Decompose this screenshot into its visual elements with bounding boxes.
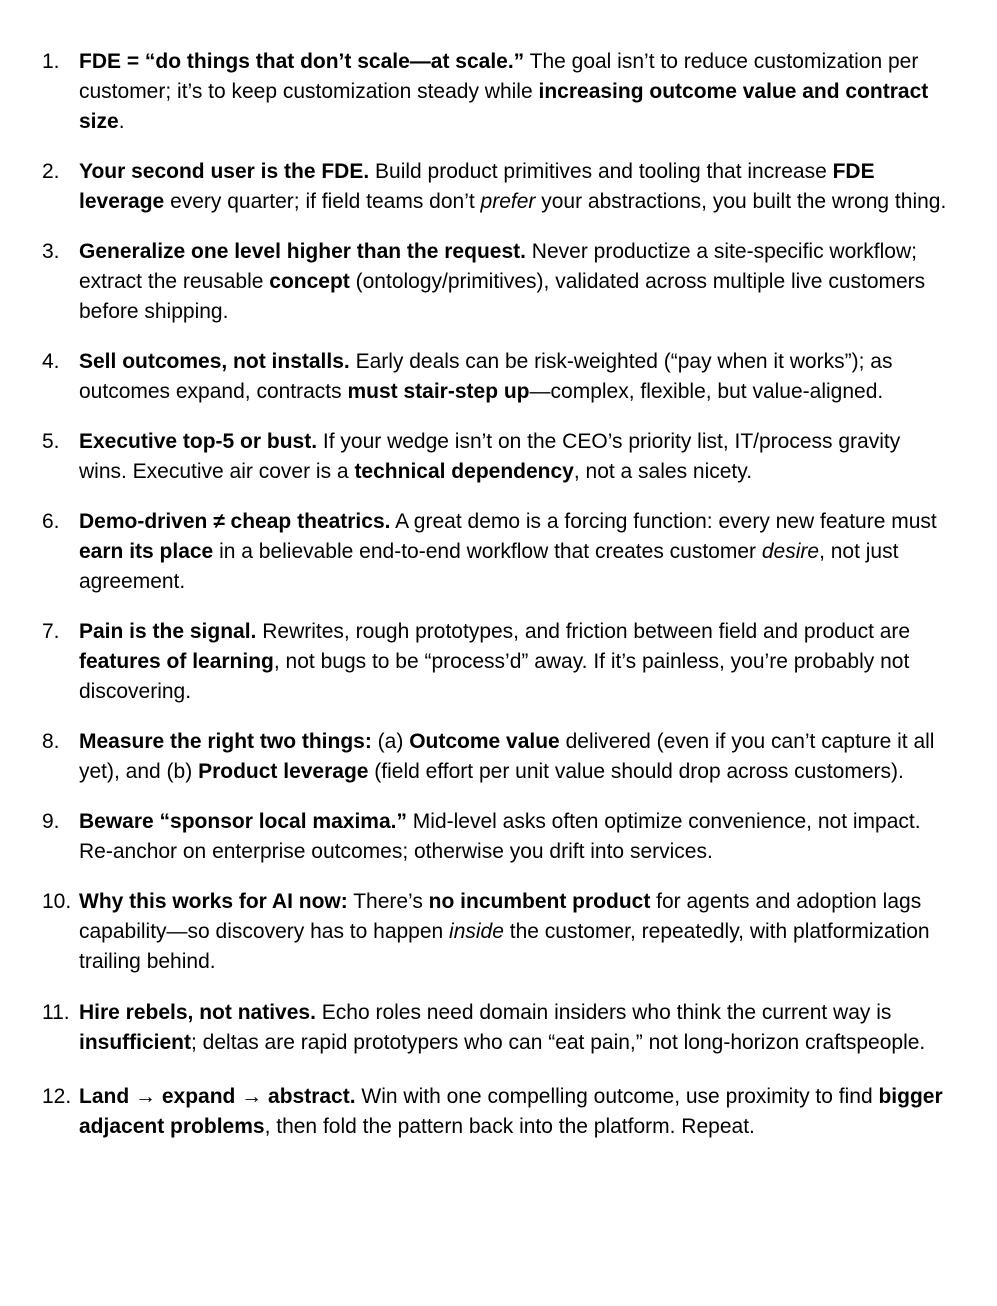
list-item	[0, 47, 997, 137]
item-text	[79, 50, 928, 133]
item-heading: Beware “sponsor local maxima.”	[79, 810, 407, 833]
item-number: 2.	[42, 160, 60, 183]
text-run: in a believable end-to-end workflow that creates customer	[213, 540, 762, 563]
text-run: the customer, repeatedly, with platformization trailing behind.	[79, 920, 930, 973]
item-number: 11.	[42, 1001, 70, 1024]
list-item	[0, 237, 997, 327]
text-run: , not just agreement.	[79, 540, 899, 593]
item-number: 1.	[42, 50, 60, 73]
text-run: Echo roles need domain insiders who think the current way is	[315, 1001, 892, 1024]
emphasis-bold: technical dependency	[354, 460, 574, 483]
text-run: —complex, flexible, but value-aligned.	[529, 380, 884, 403]
item-heading: Generalize one level higher than the request.	[79, 240, 526, 263]
item-number: 12.	[42, 1085, 72, 1108]
item-number: 5.	[42, 430, 60, 453]
item-heading: Sell outcomes, not installs.	[79, 350, 350, 373]
emphasis-italic: inside	[449, 920, 504, 943]
text-run: Rewrites, rough prototypes, and friction between field and product are	[256, 620, 911, 643]
item-number: 3.	[42, 240, 60, 263]
item-heading: Executive top-5 or bust.	[79, 430, 318, 453]
emphasis-bold: must stair-step up	[347, 380, 530, 403]
item-text	[79, 160, 946, 213]
list-item	[0, 807, 997, 867]
list-item	[0, 1082, 997, 1142]
emphasis-bold: no incumbent product	[428, 890, 651, 913]
text-run: Build product primitives and tooling that increase	[369, 160, 833, 183]
text-run: Win with one compelling outcome, use proximity to find	[355, 1085, 879, 1108]
text-run: (ontology/primitives), validated across multiple live customers before shipping.	[79, 270, 926, 323]
text-run: .	[118, 110, 125, 133]
item-text	[79, 810, 921, 863]
item-text	[79, 510, 937, 593]
text-run: your abstractions, you built the wrong thing.	[535, 190, 947, 213]
text-run: delivered (even if you can’t capture it all yet), and (b)	[79, 730, 935, 783]
emphasis-bold: earn its place	[79, 540, 214, 563]
text-run: The goal isn’t to reduce customization per customer; it’s to keep customization steady while	[79, 50, 919, 103]
text-run: Never productize a site-specific workflow; extract the reusable	[79, 240, 917, 293]
item-text	[79, 890, 930, 973]
item-heading: Pain is the signal.	[79, 620, 257, 643]
emphasis-bold: increasing outcome value and contract size	[79, 80, 929, 133]
list-item	[0, 887, 997, 977]
text-run: There’s	[347, 890, 429, 913]
list-item	[0, 427, 997, 487]
item-number: 8.	[42, 730, 60, 753]
item-number: 7.	[42, 620, 60, 643]
item-number: 9.	[42, 810, 60, 833]
item-text	[79, 430, 900, 483]
item-heading: Land → expand → abstract.	[79, 1085, 356, 1108]
text-run: If your wedge isn’t on the CEO’s priority list, IT/process gravity wins. Executive air cover is a	[79, 430, 901, 483]
emphasis-italic: prefer	[480, 190, 536, 213]
text-run: , not a sales nicety.	[573, 460, 753, 483]
text-run: (field effort per unit value should drop across customers).	[368, 760, 904, 783]
text-run: (a)	[371, 730, 410, 753]
item-text	[79, 240, 925, 323]
item-heading: Demo-driven ≠ cheap theatrics.	[79, 510, 391, 533]
item-heading: Hire rebels, not natives.	[79, 1001, 316, 1024]
item-heading: FDE = “do things that don’t scale—at scale.”	[79, 50, 525, 73]
list-item	[0, 727, 997, 787]
emphasis-bold: features of learning	[79, 650, 274, 673]
emphasis-bold: Outcome value	[409, 730, 560, 753]
item-number: 4.	[42, 350, 60, 373]
emphasis-bold: concept	[269, 270, 350, 293]
emphasis-bold: FDE leverage	[79, 160, 875, 213]
list-item	[0, 507, 997, 597]
item-text	[79, 620, 910, 703]
text-run: , not bugs to be “process’d” away. If it’s painless, you’re probably not discovering.	[79, 650, 910, 703]
list-item	[0, 157, 997, 217]
text-run: every quarter; if field teams don’t	[164, 190, 481, 213]
text-run: for agents and adoption lags capability—so discovery has to happen	[79, 890, 922, 943]
item-heading: Why this works for AI now:	[79, 890, 348, 913]
list-item	[0, 347, 997, 407]
emphasis-bold: bigger adjacent problems	[79, 1085, 943, 1138]
item-text	[79, 1085, 943, 1138]
item-heading: Measure the right two things:	[79, 730, 372, 753]
text-run: , then fold the pattern back into the platform. Repeat.	[264, 1115, 755, 1138]
text-run: Mid-level asks often optimize convenience, not impact. Re-anchor on enterprise outcomes; otherwise you drift into services.	[79, 810, 921, 863]
emphasis-italic: desire	[761, 540, 820, 563]
item-heading: Your second user is the FDE.	[79, 160, 370, 183]
item-number: 10.	[42, 890, 72, 913]
list-item	[0, 617, 997, 707]
text-run: ; deltas are rapid prototypers who can “eat pain,” not long-horizon craftspeople.	[191, 1031, 926, 1054]
list-item	[0, 998, 997, 1058]
item-text	[79, 350, 892, 403]
item-text	[79, 1001, 925, 1054]
item-number: 6.	[42, 510, 60, 533]
item-text	[79, 730, 934, 783]
emphasis-bold: insufficient	[79, 1031, 192, 1054]
text-run: Early deals can be risk-weighted (“pay when it works”); as outcomes expand, contracts	[79, 350, 893, 403]
text-run: A great demo is a forcing function: every new feature must	[390, 510, 937, 533]
emphasis-bold: Product leverage	[198, 760, 369, 783]
